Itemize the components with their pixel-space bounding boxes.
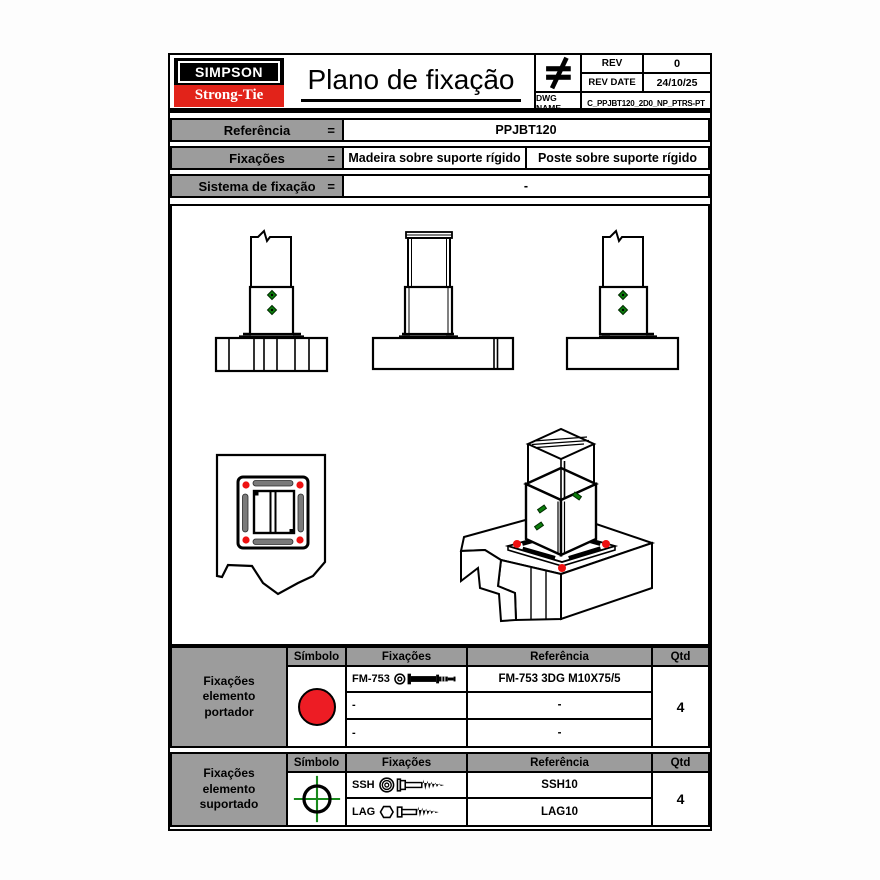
equals-sign: =	[327, 178, 335, 194]
fixing-cell	[347, 667, 468, 693]
fixing-cell: -	[347, 693, 468, 719]
red-circle-symbol	[298, 688, 336, 726]
column-header-qtd: Qtd	[653, 754, 708, 773]
fixing-cell: -	[347, 720, 468, 746]
info-row-sistema	[170, 174, 710, 198]
equals-sign: =	[327, 150, 335, 166]
rev-date-value: 24/10/25	[644, 74, 710, 93]
reference-cell: SSH10	[468, 773, 653, 799]
fixings-table-portador	[170, 646, 710, 748]
qty-cell: 4	[676, 698, 685, 715]
rev-date-label: REV DATE	[582, 74, 644, 93]
fixings-table-suportado	[170, 752, 710, 827]
front-view-drawing	[210, 225, 335, 375]
column-header-referencia: Referência	[468, 648, 653, 667]
column-header-fixacoes: Fixações	[347, 754, 468, 773]
info-value: Poste sobre suporte rígido	[525, 148, 708, 168]
info-label: Referência	[223, 122, 291, 138]
title-block	[170, 55, 710, 113]
back-view-drawing	[563, 225, 683, 375]
fixing-name: SSH	[352, 779, 375, 791]
table-row-label: Fixações elemento portador	[172, 648, 288, 746]
info-row-fixacoes	[170, 146, 710, 170]
projection-symbol-icon	[536, 55, 582, 93]
column-header-fixacoes: Fixações	[347, 648, 468, 667]
drawing-sheet	[168, 53, 712, 831]
rev-value: 0	[644, 55, 710, 74]
column-header-qtd: Qtd	[653, 648, 708, 667]
reference-cell: LAG10	[468, 799, 653, 825]
table-row-label: Fixações elemento suportado	[172, 754, 288, 825]
crosshair-symbol	[291, 773, 343, 825]
rev-label: REV	[582, 55, 644, 74]
info-value: -	[523, 179, 529, 193]
page-title: Plano de fixação	[301, 64, 520, 102]
fixing-name: LAG	[352, 806, 376, 818]
info-label: Sistema de fixação	[198, 178, 316, 194]
dwg-name-value: C_PPJBT120_2D0_NP_PTRS-PT	[587, 98, 705, 108]
info-value: Madeira sobre suporte rígido	[348, 151, 521, 165]
info-label: Fixações	[229, 150, 285, 166]
reference-cell: FM-753 3DG M10X75/5	[468, 667, 653, 693]
structural-screw-icon	[379, 776, 449, 794]
info-value: PPJBT120	[495, 123, 557, 137]
top-detail-drawing	[213, 450, 333, 598]
anchor-bolt-icon	[394, 671, 456, 687]
column-header-referencia: Referência	[468, 754, 653, 773]
qty-cell: 4	[676, 791, 685, 807]
isometric-view-drawing	[428, 408, 690, 640]
column-header-simbolo: Símbolo	[288, 648, 347, 667]
fixing-cell	[347, 799, 468, 825]
equals-sign: =	[327, 122, 335, 138]
fixing-name: FM-753	[352, 673, 390, 686]
column-header-simbolo: Símbolo	[288, 754, 347, 773]
side-view-drawing	[368, 225, 518, 375]
lag-screw-icon	[379, 803, 449, 821]
portador-symbol-cell	[288, 667, 347, 746]
logo-simpson-text: SIMPSON	[178, 61, 280, 83]
dwg-name-label: DWG NAME	[536, 93, 582, 113]
reference-cell: -	[468, 720, 653, 746]
logo-strongtie-text: Strong-Tie	[174, 85, 284, 107]
fixing-cell	[347, 773, 468, 799]
revision-block	[534, 55, 710, 113]
reference-cell: -	[468, 693, 653, 719]
simpson-strongtie-logo	[174, 58, 284, 107]
info-row-referencia	[170, 118, 710, 142]
suportado-symbol-cell	[288, 773, 347, 825]
